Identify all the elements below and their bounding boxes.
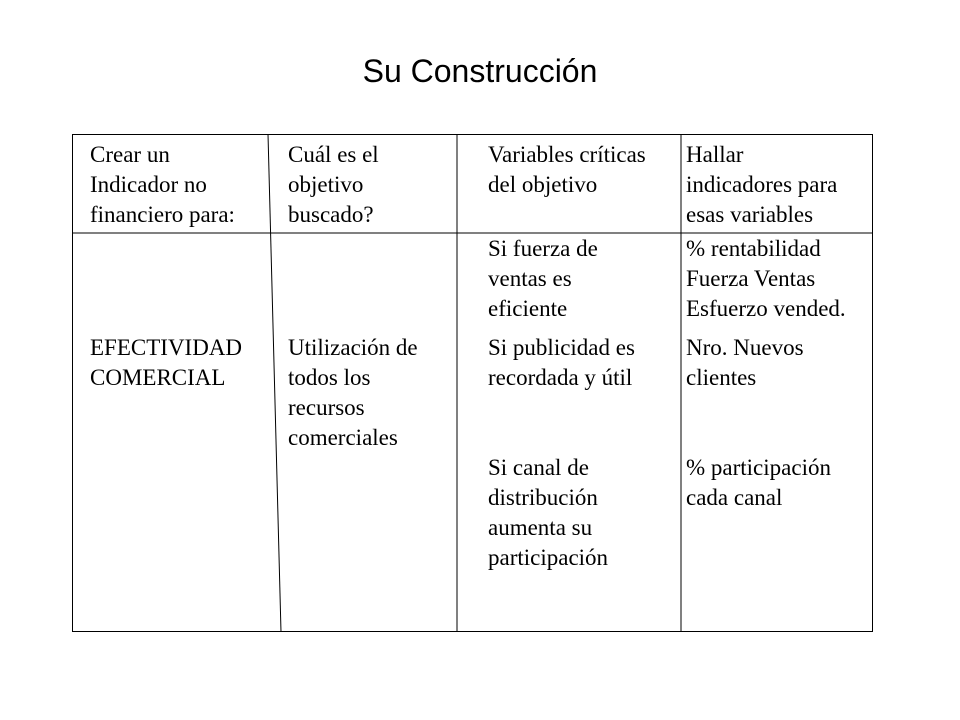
slide-title: Su Construcción xyxy=(362,53,598,89)
column-divider-1 xyxy=(268,134,281,632)
header-cell-create-indicator: Crear un Indicador no financiero para: xyxy=(90,142,235,227)
critical-variable-distribution-channel: Si canal de distribución aumenta su participación xyxy=(488,455,609,570)
header-cell-objective: Cuál es el objetivo buscado? xyxy=(288,142,379,227)
indicator-new-clients: Nro. Nuevos clientes xyxy=(686,335,804,390)
indicator-sales-force-profitability: % rentabilidad Fuerza Ventas Esfuerzo vended. xyxy=(686,236,846,321)
header-cell-find-indicators: Hallar indicadores para esas variables xyxy=(686,142,838,227)
critical-variable-sales-force: Si fuerza de ventas es eficiente xyxy=(488,236,598,321)
body-cell-commercial-effectiveness: EFECTIVIDAD COMERCIAL xyxy=(90,335,243,390)
critical-variable-advertising: Si publicidad es recordada y útil xyxy=(488,335,635,390)
header-cell-critical-variables: Variables críticas del objetivo xyxy=(488,142,646,197)
indicator-channel-participation: % participación cada canal xyxy=(686,455,831,510)
body-cell-resource-utilization: Utilización de todos los recursos comerciales xyxy=(288,335,418,450)
